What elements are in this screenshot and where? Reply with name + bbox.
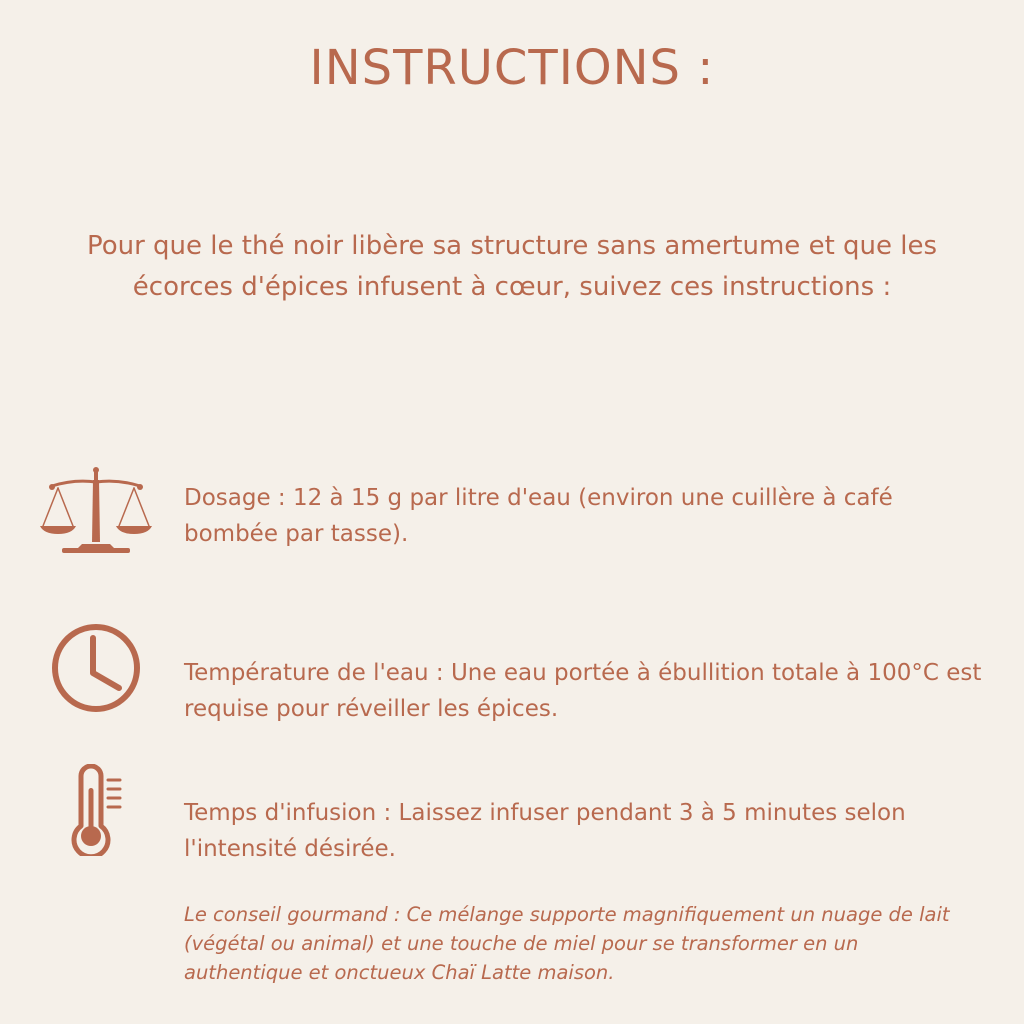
clock-icon: [50, 622, 142, 714]
intro-text: Pour que le thé noir libère sa structure sans amertume et que les écorces d'épices infusent à cœur, suivez ces instructions :: [86, 231, 938, 302]
step-infusion-text: Temps d'infusion : Laissez infuser pendant 3 à 5 minutes selon l'intensité désirée.: [184, 800, 906, 862]
step-dosage-text: Dosage : 12 à 15 g par litre d'eau (environ une cuillère à café bombée par tasse).: [184, 485, 893, 547]
tip-text: Le conseil gourmand : Ce mélange supporte magnifiquement un nuage de lait (végétal ou animal) et une touche de miel pour se transformer en un authentique et onctueux Chaï Latte maison.: [184, 903, 950, 984]
page-title: INSTRUCTIONS :: [309, 40, 715, 96]
thermometer-icon: [68, 764, 128, 856]
step-temperature-text: Température de l'eau : Une eau portée à ébullition totale à 100°C est requise pour réveiller les épices.: [184, 660, 982, 722]
scale-icon: [38, 462, 154, 558]
